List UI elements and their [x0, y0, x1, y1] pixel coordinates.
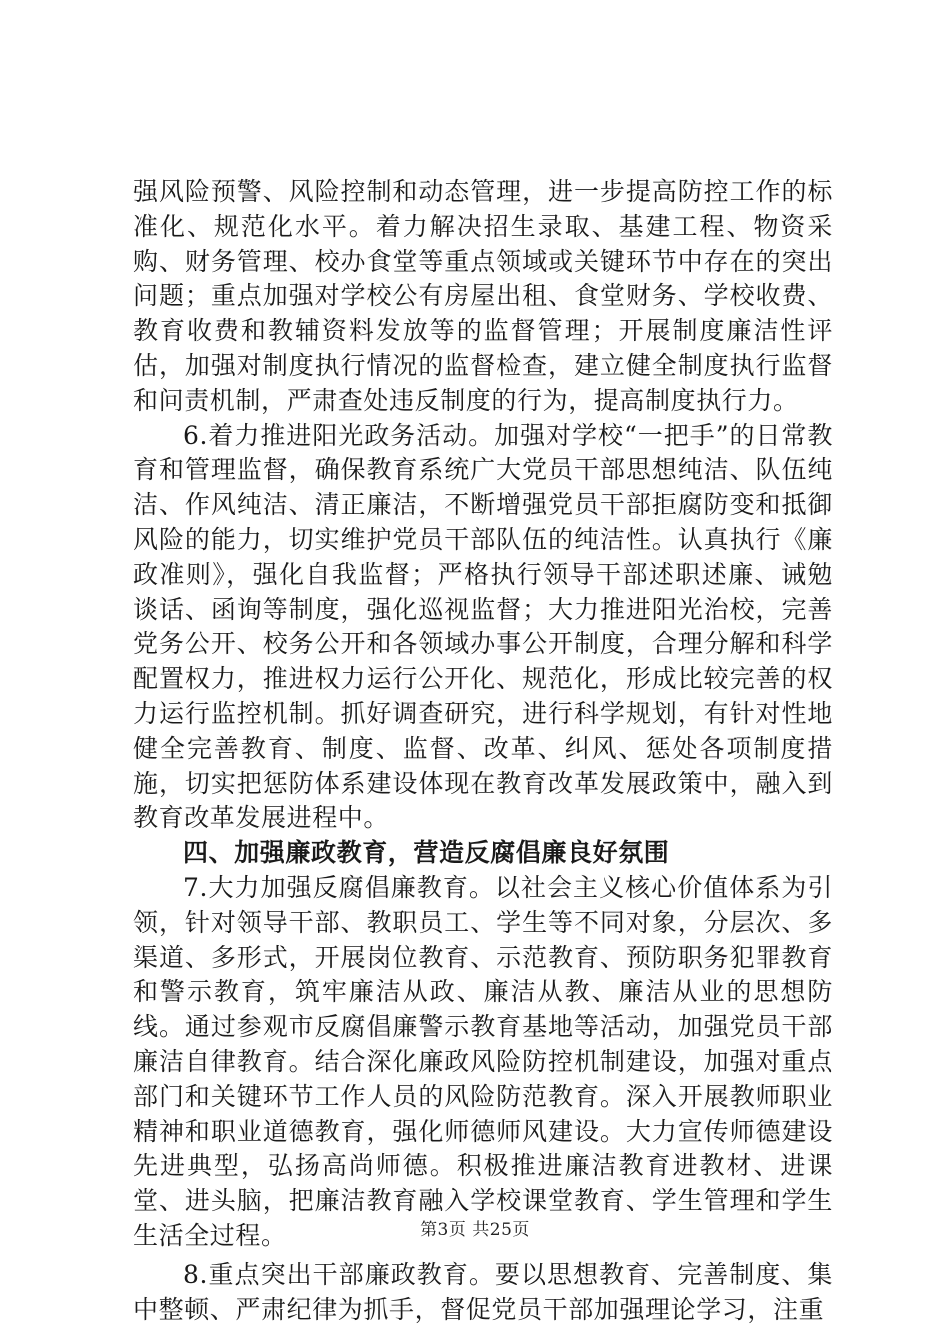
paragraph-3: 7.大力加强反腐倡廉教育。以社会主义核心价值体系为引领，针对领导干部、教职员工、学生等不同对象，分层次、多渠道、多形式，开展岗位教育、示范教育、预防职务犯罪教育和警示教育，筑牢廉洁从政、廉洁从教、廉洁从业的思想防线。通过参观市反腐倡廉警示教育基地等活动，加强党员干部廉洁自律教育。结合深化廉政风险防控机制建设，加强对重点部门和关键环节工作人员的风险防范教育。深入开展教师职业精神和职业道德教育，强化师德师风建设。大力宣传师德建设先进典型，弘扬高尚师德。积极推进廉洁教育进教材、进课堂、进头脑，把廉洁教育融入学校课堂教育、学生管理和学生生活全过程。 [133, 872, 833, 1250]
section-heading: 四、加强廉政教育，营造反腐倡廉良好氛围 [183, 838, 670, 868]
paragraph-1: 强风险预警、风险控制和动态管理，进一步提高防控工作的标准化、规范化水平。着力解决招生录取、基建工程、物资采购、财务管理、校办食堂等重点领域或关键环节中存在的突出问题；重点加强对学校公有房屋出租、食堂财务、学校收费、教育收费和教辅资料发放等的监督管理；开展制度廉洁性评估，加强对制度执行情况的监督检查，建立健全制度执行监督和问责机制，严肃查处违反制度的行为，提高制度执行力。 [133, 177, 833, 415]
paragraph-4: 8.重点突出干部廉政教育。要以思想教育、完善制度、集中整顿、严肃纪律为抓手，督促党员干部加强理论学习，注重 [133, 1259, 833, 1324]
page-number-footer: 第3页 共25页 [420, 1220, 530, 1240]
paragraph-2: 6.着力推进阳光政务活动。加强对学校“一把手”的日常教育和管理监督，确保教育系统广大党员干部思想纯洁、队伍纯洁、作风纯洁、清正廉洁，不断增强党员干部拒腐防变和抵御风险的能力，切实维护党员干部队伍的纯洁性。认真执行《廉政准则》，强化自我监督；严格执行领导干部述职述廉、诫勉谈话、函询等制度，强化巡视监督；大力推进阳光治校，完善党务公开、校务公开和各领域办事公开制度，合理分解和科学配置权力，推进权力运行公开化、规范化，形成比较完善的权力运行监控机制。抓好调查研究，进行科学规划，有针对性地健全完善教育、制度、监督、改革、纠风、惩处各项制度措施，切实把惩防体系建设体现在教育改革发展政策中，融入到教育改革发展进程中。 [133, 420, 833, 833]
document-body [133, 175, 833, 1327]
